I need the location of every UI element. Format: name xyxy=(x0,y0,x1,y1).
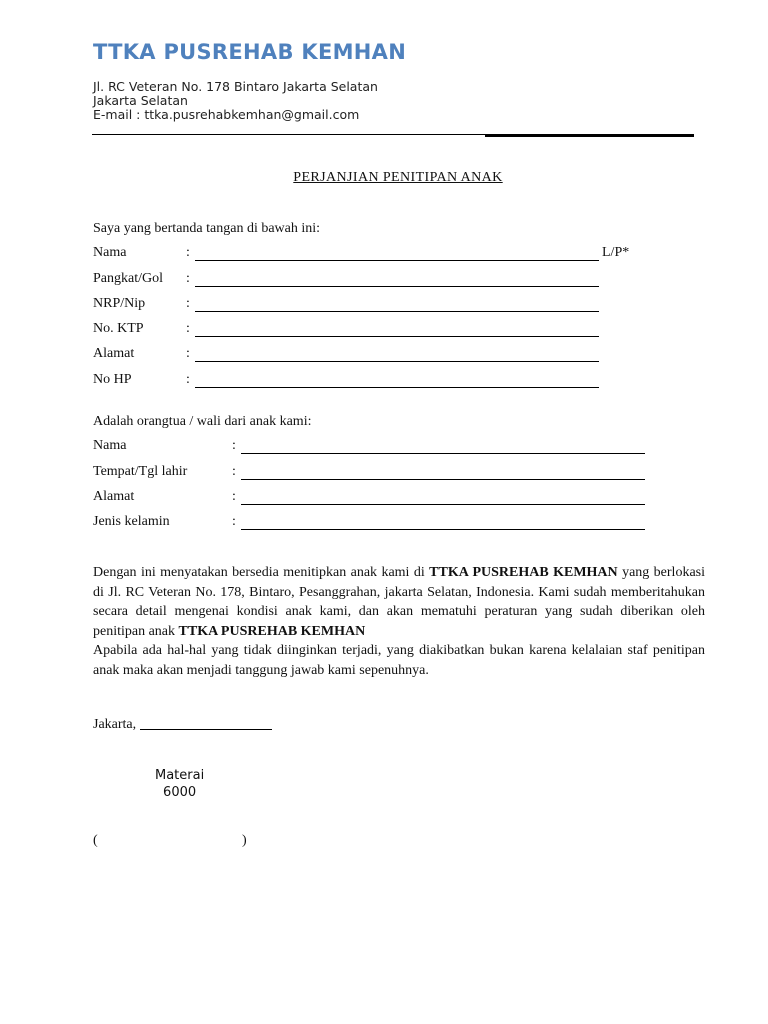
parent-field-hp xyxy=(93,372,653,392)
parent-field-pangkat xyxy=(93,271,653,291)
child-field-nama xyxy=(93,438,653,458)
statement-text-2: Apabila ada hal-hal yang tidak diinginkan terjadi, yang diakibatkan bukan karena kelalaian staf penitipan anak maka akan menjadi tanggung jawab kami sepenuhnya. xyxy=(93,643,705,678)
fill-line[interactable] xyxy=(195,387,599,388)
fill-line[interactable] xyxy=(241,529,645,530)
gender-suffix: L/P* xyxy=(602,245,630,260)
field-label: Alamat xyxy=(93,489,135,504)
fill-line[interactable] xyxy=(241,504,645,505)
field-label: Jenis kelamin xyxy=(93,514,170,529)
fill-line[interactable] xyxy=(195,286,599,287)
org-name-inline: TTKA PUSREHAB KEMHAN xyxy=(178,623,366,639)
intro-child: Adalah orangtua / wali dari anak kami: xyxy=(93,414,312,429)
fill-line[interactable] xyxy=(241,479,645,480)
date-fill-line[interactable] xyxy=(140,729,272,730)
field-colon: : xyxy=(232,514,236,529)
fill-line[interactable] xyxy=(195,361,599,362)
org-name-inline: TTKA PUSREHAB KEMHAN xyxy=(429,565,618,580)
header-divider-thick xyxy=(485,134,694,137)
field-label: No. KTP xyxy=(93,321,144,336)
signature-paren-close: ) xyxy=(242,833,247,848)
fill-line[interactable] xyxy=(195,260,599,261)
org-name: TTKA PUSREHAB KEMHAN xyxy=(93,40,407,64)
field-colon: : xyxy=(186,346,190,361)
field-label: Alamat xyxy=(93,346,135,361)
statement-text: Dengan ini menyatakan bersedia menitipkan anak kami di xyxy=(93,565,430,580)
field-colon: : xyxy=(186,271,190,286)
parent-field-ktp xyxy=(93,321,653,341)
field-label: NRP/Nip xyxy=(93,296,146,311)
child-field-ttl xyxy=(93,464,653,484)
field-label: Nama xyxy=(93,438,127,453)
field-label: Nama xyxy=(93,245,127,260)
materai-label: Materai xyxy=(155,768,205,783)
field-label: Pangkat/Gol xyxy=(93,271,163,286)
field-colon: : xyxy=(232,438,236,453)
parent-field-nama xyxy=(93,245,653,265)
field-colon: : xyxy=(186,372,190,387)
field-label: Tempat/Tgl lahir xyxy=(93,464,188,479)
child-field-alamat xyxy=(93,489,653,509)
parent-field-alamat xyxy=(93,346,653,366)
intro-parent: Saya yang bertanda tangan di bawah ini: xyxy=(93,221,321,236)
materai-value: 6000 xyxy=(163,785,197,800)
field-colon: : xyxy=(232,489,236,504)
place-label: Jakarta, xyxy=(93,717,137,732)
field-colon: : xyxy=(186,321,190,336)
field-label: No HP xyxy=(93,372,132,387)
document-title: PERJANJIAN PENITIPAN ANAK xyxy=(293,170,503,185)
signature-paren-open: ( xyxy=(93,833,98,848)
fill-line[interactable] xyxy=(241,453,645,454)
address-line-2: Jakarta Selatan xyxy=(93,93,188,108)
fill-line[interactable] xyxy=(195,311,599,312)
place-date xyxy=(93,717,272,733)
email-line: E-mail : ttka.pusrehabkemhan@gmail.com xyxy=(93,107,360,122)
materai-stamp xyxy=(155,767,204,801)
field-colon: : xyxy=(232,464,236,479)
field-colon: : xyxy=(186,245,190,260)
statement-text: yang berlokasi di Jl. RC Veteran No. 178, Bintaro, Pesanggrahan, jakarta Selatan, Indonesia. Kami sudah memberitahukan secara detail mengenai kondisi anak kami, dan akan mematuhi peraturan yang sudah diberikan oleh penitipan anak xyxy=(93,565,705,639)
address-line-1: Jl. RC Veteran No. 178 Bintaro Jakarta Selatan xyxy=(93,79,378,94)
field-colon: : xyxy=(186,296,190,311)
parent-field-nrp xyxy=(93,296,653,316)
fill-line[interactable] xyxy=(195,336,599,337)
statement-paragraph xyxy=(93,563,705,680)
child-field-kelamin xyxy=(93,514,653,534)
